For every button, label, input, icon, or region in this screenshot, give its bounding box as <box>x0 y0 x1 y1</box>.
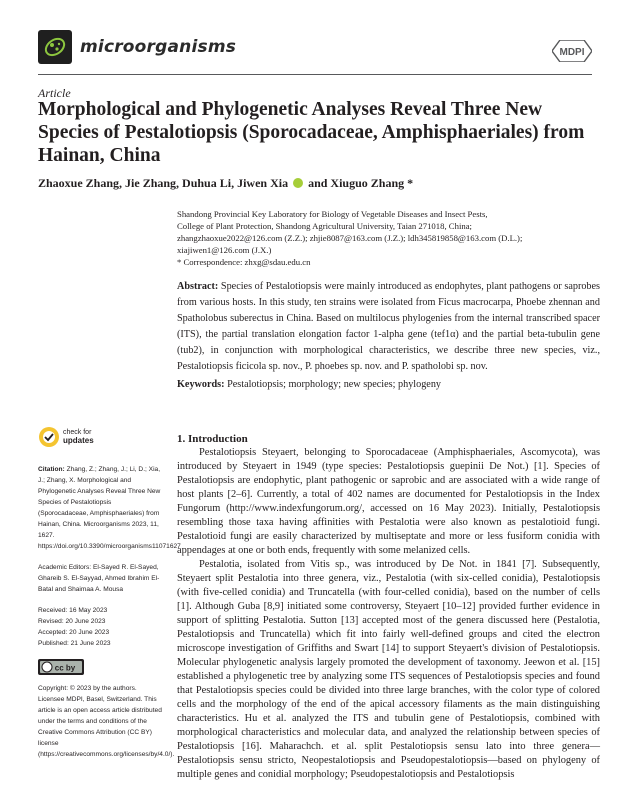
keywords-label: Keywords: <box>177 379 225 390</box>
author-list: Zhaoxue Zhang, Jie Zhang, Duhua Li, Jiwen Xia <box>38 176 289 190</box>
correspondence: * Correspondence: zhxg@sdau.edu.cn <box>177 257 311 267</box>
citation-label: Citation: <box>38 466 65 473</box>
keywords <box>177 378 600 392</box>
accepted-date: Accepted: 20 June 2023 <box>38 629 110 636</box>
abstract <box>177 279 600 375</box>
academic-editors: Academic Editors: El-Sayed R. El-Sayed, Ghareib S. El-Sayyad, Ahmed Ibrahim El-Batal and Shaimaa A. Mousa <box>38 564 160 593</box>
publisher-name: MDPI <box>559 47 585 58</box>
section-heading: 1. Introduction <box>177 433 248 445</box>
received-date: Received: 16 May 2023 <box>38 607 108 614</box>
abstract-label: Abstract: <box>177 281 219 292</box>
abstract-text: Species of Pestalotiopsis were mainly introduced as endophytes, plant pathogens or saprobes from various hosts. In this study, ten strains were isolated from Ficus macrocarpa, Phoebe zhennan and Spatholobus suberectus in China. Based on multilocus phylogenies from the internal transcribed spacer (ITS), the partial translation elongation factor 1-alpha gene (tef1α) and the partial beta-tubulin gene (tub2), in conjunction with morphological characteristics, we describe three new species, viz., Pestalotiopsis ficicola sp. nov., P. phoebes sp. nov. and P. spatholobi sp. nov. <box>177 281 601 372</box>
introduction-body <box>177 446 600 782</box>
article-title: Morphological and Phylogenetic Analyses Reveal Three New Species of Pestalotiopsis (Sporocadaceae, Amphisphaeriales) from Hainan, China <box>38 99 585 166</box>
intro-paragraph: Pestalotia, isolated from Vitis sp., was introduced by De Not. in 1841 [7]. Subsequently, Steyaert split Pestalotia into three genera, viz., Pestalotia (with six-celled conidia), Pestalotiopsis (with five-celled conidia) and Truncatella (with four-celled conidia), based on the number of cells [1]. Although Guba [8,9] initiated some controversy, Steyaert [10–12] provided further evidence in support of splitting Pestalotia. Sutton [13] accepted most of the genera discussed here (Pestalotia, Pestalotiopsis and Truncatella) which fit into fairly well-defined groups and cited the electron microscope investigation of Griffiths and Swart [14] to support Steyaert's division of Pestalotiopsis. Molecular phylogenetic analysis largely promoted the development of taxonomy. Jeewon et al. [15] established a phylogenetic tree by analyzing some ITS sequences of Pestalotiopsis species and found that Pestalotiopsis species could be divided into three large branches, with the color type of colored cells and the morphology of the end of the apical accessory filaments as the main distinguishing characteristics. Hu et al. analyzed the ITS and tubulin gene of Pestalotiopsis, combined with morphological characteristics and molecular data, and analyzed the relationship between species of Pestalotiopsis [16]. Maharachch. et al. split Pestalotiopsis sensu lato into three genera—Pestalotiopsis sensu stricto, Neopestalotiopsis and Pseudopestalotiopsis—based on phylogeny of multiple genes and conidial morphology; Pseudopestalotiopsis and Pestalotiopsis <box>177 559 600 780</box>
check-for-updates-icon <box>38 426 60 448</box>
citation-text: Zhang, Z.; Zhang, J.; Li, D.; Xia, J.; Zhang, X. Morphological and Phylogenetic Analyses Reveal Three New Species of Pestalotiopsis (Sporocadaceae, Amphisphaeriales) from Hainan, China. Microorganisms 2023, 11, 1627. https://doi.org/10.3390/microorganisms11071627 <box>38 466 181 550</box>
mdpi-logo-icon <box>552 40 592 62</box>
orcid-icon[interactable] <box>293 178 303 188</box>
affiliation-emails[interactable]: zhangzhaoxue2022@126.com (Z.Z.); zhjie8087@163.com (J.Z.); ldh345819858@163.com (D.L.); <box>177 233 523 243</box>
check-for-updates-button[interactable] <box>38 426 163 448</box>
published-date: Published: 21 June 2023 <box>38 640 111 647</box>
affiliation-line: Shandong Provincial Key Laboratory for Biology of Vegetable Diseases and Insect Pests, <box>177 209 488 219</box>
author-list-end: and Xiuguo Zhang * <box>308 176 414 190</box>
copyright: Copyright: © 2023 by the authors. Licensee MDPI, Basel, Switzerland. This article is an open access article distributed under the terms and conditions of the Creative Commons Attribution (CC BY) license (https://creativecommons.org/licenses/by/4.0/). <box>38 685 175 758</box>
header-divider <box>38 74 592 75</box>
intro-paragraph: Pestalotiopsis Steyaert, belonging to Sporocadaceae (Amphisphaeriales, Ascomycota), was introduced by Steyaert in 1949 (type species: Pestalotiopsis guepinii De Not.) [1]. Species of Pestalotiopsis are endophytic, plant pathogenic or saprobic and are associated with a wide range of host plants [2–6]. Currently, a total of 402 names are documented for Pestalotiopsis in the Index Fungorum (http://www.indexfungorum.org/, accessed on 16 May 2023). Initially, Pestalotiopsis resembling those taxa having affinities with Pestalotia were also known as pestalotioid fungi. Pestalotioid fungi are easily characterized by multiseptate and more or less fusiform conidia with appendages at one or both ends, frequently with some melanized cells. <box>177 447 600 556</box>
cc-by-license-icon[interactable] <box>38 659 84 675</box>
revised-date: Revised: 20 June 2023 <box>38 618 106 625</box>
affiliation-emails[interactable]: xiajiwen1@126.com (J.X.) <box>177 245 272 255</box>
journal-name: microorganisms <box>80 37 237 57</box>
authors <box>38 176 413 191</box>
cc-label: cc by <box>54 663 76 673</box>
check-updates-line1: check for <box>63 429 92 436</box>
citation <box>38 464 181 552</box>
affiliation-line: College of Plant Protection, Shandong Agricultural University, Taian 271018, China; <box>177 221 472 231</box>
affiliation <box>177 208 597 268</box>
keywords-text: Pestalotiopsis; morphology; new species; phylogeny <box>227 379 442 390</box>
article-type: Article <box>38 86 71 100</box>
check-updates-line2: updates <box>63 436 94 445</box>
sidebar <box>38 426 181 760</box>
journal-logo-icon <box>38 30 72 64</box>
